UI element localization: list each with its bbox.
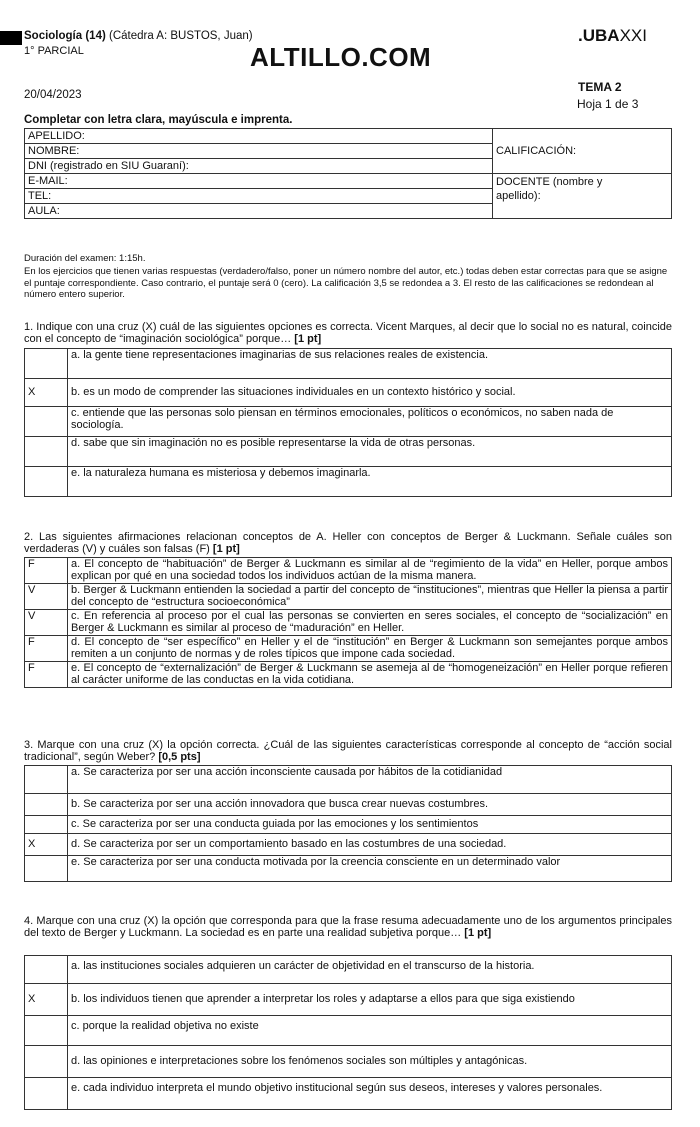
option-text: d. las opiniones e interpretaciones sobre los fenómenos sociales son múltiples y antagónicas.: [68, 1046, 672, 1078]
student-id-form: [24, 128, 672, 219]
answer-cell[interactable]: F: [25, 636, 68, 662]
answer-cell[interactable]: V: [25, 610, 68, 636]
tel-field[interactable]: TEL:: [25, 189, 493, 204]
option-text: b. Se caracteriza por ser una acción innovadora que busca crear nuevas costumbres.: [68, 794, 672, 816]
answer-cell[interactable]: X: [25, 834, 68, 856]
aula-field[interactable]: AULA:: [25, 204, 493, 219]
answer-cell[interactable]: X: [25, 984, 68, 1016]
answer-cell[interactable]: [25, 437, 68, 467]
answer-cell[interactable]: [25, 766, 68, 794]
option-text: e. cada individuo interpreta el mundo objetivo institucional según sus deseos, intereses y valores personales.: [68, 1078, 672, 1110]
exam-duration: Duración del examen: 1:15h.: [24, 253, 146, 264]
apellido-field[interactable]: APELLIDO:: [25, 129, 493, 144]
question-2-text: 2. Las siguientes afirmaciones relacionan conceptos de A. Heller con conceptos de Berger & Luckmann. Señale cuáles son verdaderas (V) y cuáles son falsas (F) [1 pt]: [24, 531, 672, 555]
option-text: b. es un modo de comprender las situaciones individuales en un contexto histórico y social.: [68, 379, 672, 407]
answer-cell[interactable]: [25, 794, 68, 816]
answer-cell[interactable]: [25, 349, 68, 379]
option-text: e. Se caracteriza por ser una conducta motivada por la creencia consciente en un determinado valor: [68, 856, 672, 882]
option-text: d. sabe que sin imaginación no es posible representarse la vida de otras personas.: [68, 437, 672, 467]
exam-name: 1° PARCIAL: [24, 45, 84, 57]
answer-cell[interactable]: [25, 1016, 68, 1046]
dni-field[interactable]: DNI (registrado en SIU Guaraní):: [25, 159, 493, 174]
answer-cell[interactable]: F: [25, 558, 68, 584]
course-chair: (Cátedra A: BUSTOS, Juan): [105, 30, 253, 42]
option-text: a. las instituciones sociales adquieren un carácter de objetividad en el transcurso de la historia.: [68, 956, 672, 984]
question-2-points: [1 pt]: [212, 542, 240, 555]
answer-cell[interactable]: [25, 1078, 68, 1110]
question-1-points: [1 pt]: [294, 332, 322, 345]
option-text: c. porque la realidad objetiva no existe: [68, 1016, 672, 1046]
question-1-options: [24, 348, 672, 497]
nombre-field[interactable]: NOMBRE:: [25, 144, 493, 159]
option-text: a. El concepto de “habituación” de Berger & Luckmann es similar al de “regimiento de la vida” en Heller, porque ambos explican por qué en una sociedad todos los individuos actúan de la misma manera.: [68, 558, 672, 584]
answer-cell[interactable]: [25, 407, 68, 437]
email-field[interactable]: E-MAIL:: [25, 174, 493, 189]
answer-cell[interactable]: [25, 856, 68, 882]
calificacion-field: CALIFICACIÓN:: [493, 129, 672, 174]
question-4-points: [1 pt]: [464, 926, 492, 939]
uba-logo: .UBAXXI: [578, 26, 647, 45]
option-text: a. la gente tiene representaciones imaginarias de sus relaciones reales de existencia.: [68, 349, 672, 379]
grading-instructions: En los ejercicios que tienen varias respuestas (verdadero/falso, poner un número nombre del autor, etc.) todas deben estar correctas para que se asigne el puntaje correspondiente. Caso contrario, el puntaje será 0 (cero). La calificación 3,5 se redondea a 3. El resto de las calificaciones se redondean al número entero superior.: [24, 266, 668, 300]
question-1-text: 1. Indique con una cruz (X) cuál de las siguientes opciones es correcta. Vicent Marques, al decir que lo social no es natural, coincide con el concepto de “imaginación sociológica” porque… [1 pt]: [24, 321, 672, 345]
docente-field: DOCENTE (nombre y apellido):: [493, 174, 672, 219]
fill-instructions: Completar con letra clara, mayúscula e imprenta.: [24, 114, 293, 126]
answer-cell[interactable]: F: [25, 662, 68, 688]
option-text: c. Se caracteriza por ser una conducta guiada por las emociones y los sentimientos: [68, 816, 672, 834]
question-3-options: [24, 765, 672, 882]
course-title: [24, 30, 253, 42]
option-text: c. entiende que las personas solo piensan en términos emocionales, políticos o económicos, no saben nada de sociología.: [68, 407, 672, 437]
option-text: a. Se caracteriza por ser una acción inconsciente causada por hábitos de la cotidianidad: [68, 766, 672, 794]
answer-cell[interactable]: V: [25, 584, 68, 610]
question-3-points: [0,5 pts]: [158, 750, 201, 763]
question-3-text: 3. Marque con una cruz (X) la opción correcta. ¿Cuál de las siguientes características corresponde al concepto de “acción social tradicional”, según Weber? [0,5 pts]: [24, 739, 672, 763]
tema-label: TEMA 2: [578, 80, 622, 94]
course-name: Sociología (14): [24, 30, 106, 42]
question-4-text: 4. Marque con una cruz (X) la opción que corresponda para que la frase resuma adecuadamente uno de los argumentos principales del texto de Berger y Luckmann. La sociedad es en parte una realidad subjetiva porque… [1 pt]: [24, 915, 672, 939]
exam-date: 20/04/2023: [24, 89, 82, 101]
answer-cell[interactable]: [25, 956, 68, 984]
black-marker: [0, 31, 22, 45]
answer-cell[interactable]: [25, 1046, 68, 1078]
option-text: e. El concepto de “externalización” de Berger & Luckmann se asemeja al de “homogeneización” en Heller porque refieren al carácter uniforme de las conductas en la vida cotidiana.: [68, 662, 672, 688]
answer-cell[interactable]: [25, 816, 68, 834]
option-text: c. En referencia al proceso por el cual las personas se convierten en seres sociales, el concepto de “socialización” en Berger & Luckmann es similar al proceso de “maduración” en Heller.: [68, 610, 672, 636]
option-text: b. Berger & Luckmann entienden la sociedad a partir del concepto de “instituciones”, mientras que Heller la piensa a partir del concepto de “estructura socioeconómica”: [68, 584, 672, 610]
brand-logo: ALTILLO.COM: [250, 42, 432, 72]
question-4-options: [24, 955, 672, 1110]
answer-cell[interactable]: [25, 467, 68, 497]
option-text: b. los individuos tienen que aprender a interpretar los roles y adaptarse a ellos para que siga existiendo: [68, 984, 672, 1016]
option-text: d. El concepto de “ser específico” en Heller y el de “institución” en Berger & Luckmann son semejantes porque ambos remiten a un conjunto de normas y de roles típicos que impone cada sociedad.: [68, 636, 672, 662]
option-text: e. la naturaleza humana es misteriosa y debemos imaginarla.: [68, 467, 672, 497]
page-indicator: Hoja 1 de 3: [577, 97, 639, 111]
option-text: d. Se caracteriza por ser un comportamiento basado en las costumbres de una sociedad.: [68, 834, 672, 856]
question-2-options: [24, 557, 672, 688]
answer-cell[interactable]: X: [25, 379, 68, 407]
